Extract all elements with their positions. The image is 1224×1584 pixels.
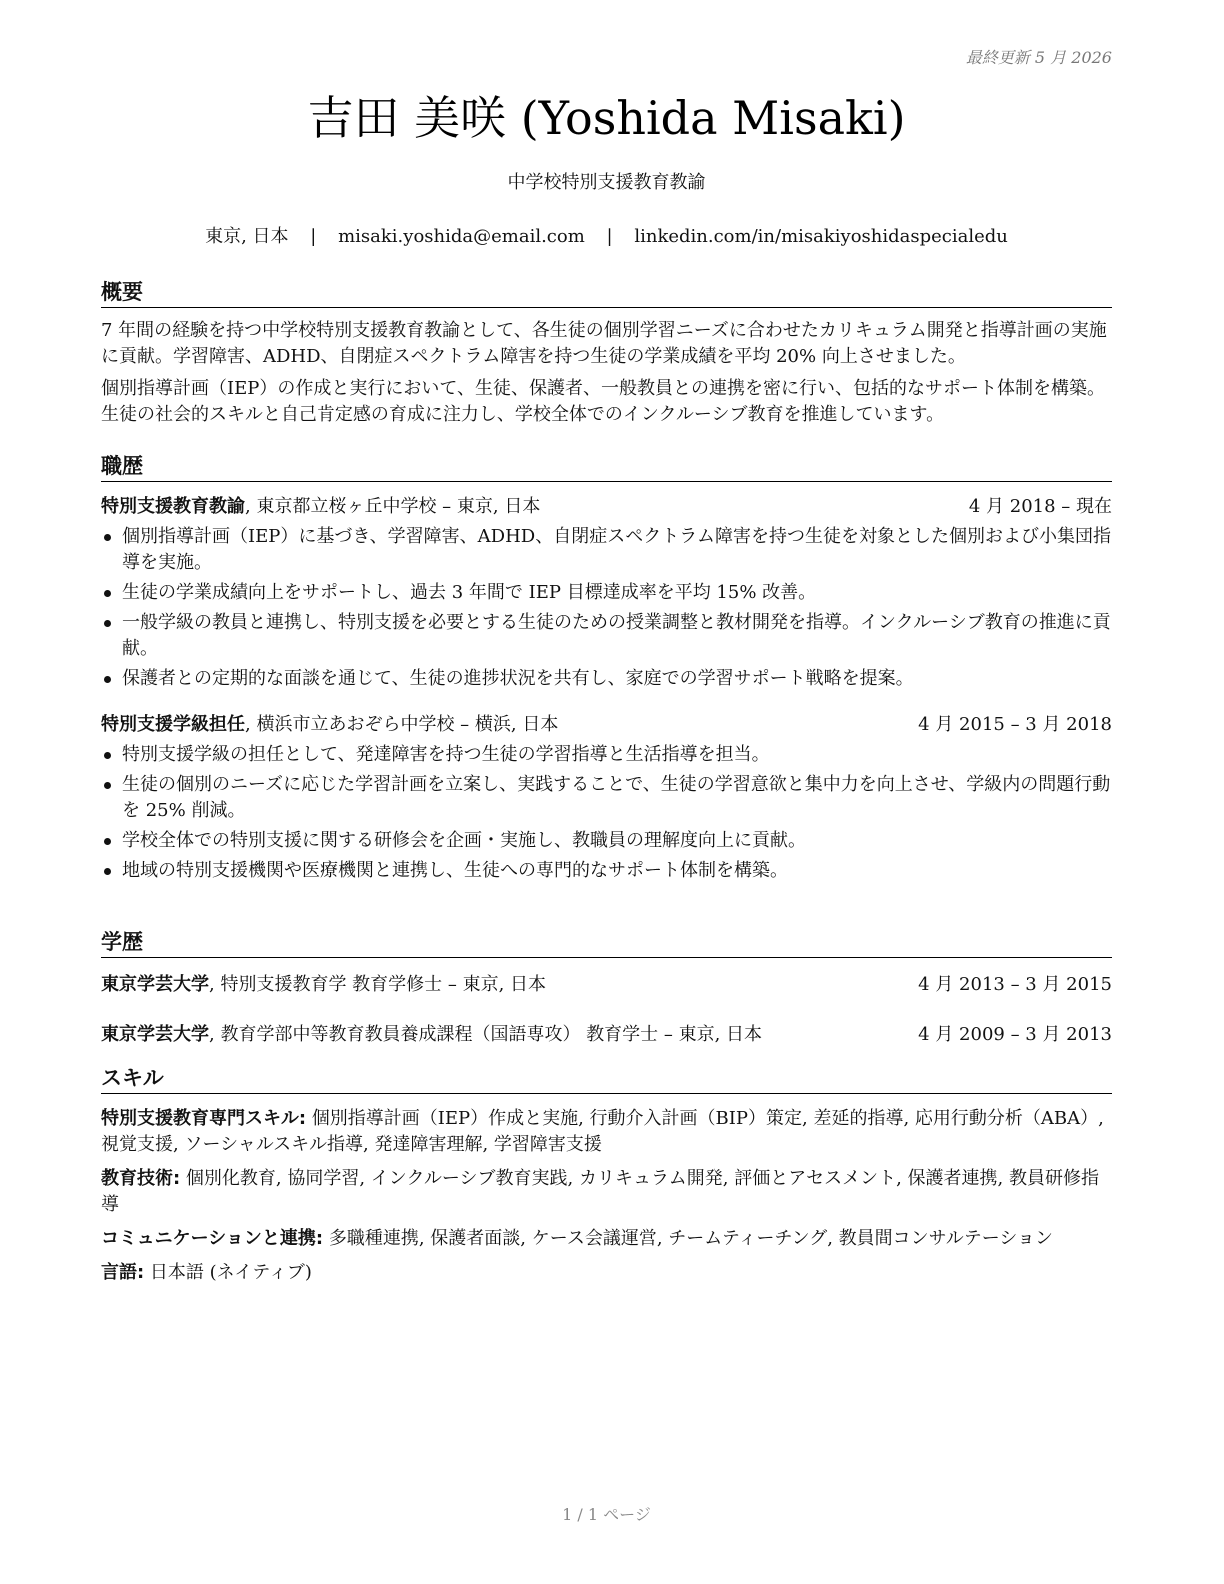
education-date: 4 月 2009 – 3 月 2013 <box>918 1024 1112 1045</box>
skill-row <box>101 1166 1112 1218</box>
bullet-text: 地域の特別支援機関や医療機関と連携し、生徒への専門的なサポート体制を構築。 <box>122 860 788 881</box>
location: 東京, 日本 <box>205 226 289 247</box>
resume-page <box>101 0 1112 1584</box>
summary-paragraph: 個別指導計画（IEP）の作成と実行において、生徒、保護者、一般教員との連携を密に行い、包括的なサポート体制を構築。生徒の社会的スキルと自己肯定感の育成に注力し、学校全体でのインクルーシブ教育を推進しています。 <box>101 378 1105 425</box>
linkedin-link[interactable]: linkedin.com/in/misakiyoshidaspecialedu <box>634 226 1008 247</box>
list-item <box>101 524 1112 576</box>
skill-text: 個別化教育, 協同学習, インクルーシブ教育実践, カリキュラム開発, 評価とアセスメント, 保護者連携, 教員研修指導 <box>101 1168 1099 1215</box>
skill-row <box>101 1226 1112 1252</box>
degree-detail: , 教育学部中等教育教員養成課程（国語専攻） 教育学士 – 東京, 日本 <box>209 1024 763 1045</box>
job-date: 4 月 2018 – 現在 <box>968 496 1112 517</box>
summary-paragraph: 7 年間の経験を持つ中学校特別支援教育教諭として、各生徒の個別学習ニーズに合わせたカリキュラム開発と指導計画の実施に貢献。学習障害、ADHD、自閉症スペクトラム障害を持つ生徒の学業成績を平均 20% 向上させました。 <box>101 320 1107 367</box>
skills-section <box>101 1064 1112 1286</box>
skill-label: 言語: <box>101 1262 145 1283</box>
skill-label: 特別支援教育専門スキル: <box>101 1108 307 1129</box>
job-role: 特別支援学級担任 <box>101 714 245 735</box>
job-header <box>101 494 1112 520</box>
bullet-icon <box>104 534 111 541</box>
bullet-text: 保護者との定期的な面談を通じて、生徒の進捗状況を共有し、家庭での学習サポート戦略を提案。 <box>122 668 914 689</box>
job-date: 4 月 2015 – 3 月 2018 <box>918 714 1112 735</box>
bullet-text: 生徒の学業成績向上をサポートし、過去 3 年間で IEP 目標達成率を平均 15% 改善。 <box>122 582 817 603</box>
school-name: 東京学芸大学 <box>101 1024 209 1045</box>
skill-label: コミュニケーションと連携: <box>101 1228 324 1249</box>
bullet-icon <box>104 620 111 627</box>
education-line <box>101 1022 762 1048</box>
list-item <box>101 742 1112 768</box>
job-header <box>101 712 1112 738</box>
list-item <box>101 858 1112 884</box>
skill-row <box>101 1260 1112 1286</box>
skill-text: 個別指導計画（IEP）作成と実施, 行動介入計画（BIP）策定, 差延的指導, 応用行動分析（ABA）, 視覚支援, ソーシャルスキル指導, 発達障害理解, 学習障害支援 <box>101 1108 1104 1155</box>
candidate-name: 吉田 美咲 (Yoshida Misaki) <box>307 91 906 145</box>
page-number: 1 / 1 ページ <box>562 1505 651 1524</box>
education-line <box>101 972 546 998</box>
list-item <box>101 828 1112 854</box>
list-item <box>101 580 1112 606</box>
bullet-text: 学校全体での特別支援に関する研修会を企画・実施し、教職員の理解度向上に貢献。 <box>122 830 806 851</box>
skill-label: 教育技術: <box>101 1168 181 1189</box>
job-role-line <box>101 494 540 520</box>
list-item <box>101 772 1112 824</box>
bullet-icon <box>104 868 111 875</box>
job-title: 中学校特別支援教育教諭 <box>507 172 706 193</box>
job-entry <box>101 494 1112 692</box>
job-role: 特別支援教育教諭 <box>101 496 245 517</box>
section-title: 職歴 <box>101 452 1112 482</box>
contact-line <box>101 224 1112 250</box>
last-updated: 最終更新 5 月 2026 <box>965 48 1112 67</box>
bullet-icon <box>104 838 111 845</box>
separator: | <box>310 226 317 247</box>
job-role-line <box>101 712 558 738</box>
section-title: 学歴 <box>101 928 1112 958</box>
bullet-icon <box>104 676 111 683</box>
job-entry <box>101 712 1112 884</box>
bullet-text: 生徒の個別のニーズに応じた学習計画を立案し、実践することで、生徒の学習意欲と集中力を向上させ、学級内の問題行動を 25% 削減。 <box>122 774 1111 821</box>
bullet-text: 個別指導計画（IEP）に基づき、学習障害、ADHD、自閉症スペクトラム障害を持つ生徒を対象とした個別および小集団指導を実施。 <box>122 526 1112 573</box>
separator: | <box>606 226 613 247</box>
bullet-text: 一般学級の教員と連携し、特別支援を必要とする生徒のための授業調整と教材開発を指導。インクルーシブ教育の推進に貢献。 <box>122 612 1111 659</box>
skill-row <box>101 1106 1112 1158</box>
list-item <box>101 666 1112 692</box>
section-title: 概要 <box>101 278 1112 308</box>
education-section <box>101 928 1112 1048</box>
job-bullets <box>101 524 1112 692</box>
skill-text: 多職種連携, 保護者面談, ケース会議運営, チームティーチング, 教員間コンサルテーション <box>323 1228 1054 1249</box>
education-entry <box>101 972 1112 998</box>
school-name: 東京学芸大学 <box>101 974 209 995</box>
bullet-icon <box>104 590 111 597</box>
summary-section <box>101 278 1112 428</box>
bullet-icon <box>104 782 111 789</box>
job-org: , 横浜市立あおぞら中学校 – 横浜, 日本 <box>245 714 559 735</box>
section-title: スキル <box>101 1064 1112 1094</box>
job-org: , 東京都立桜ヶ丘中学校 – 東京, 日本 <box>245 496 541 517</box>
list-item <box>101 610 1112 662</box>
experience-section <box>101 452 1112 888</box>
degree-detail: , 特別支援教育学 教育学修士 – 東京, 日本 <box>209 974 547 995</box>
email-link[interactable]: misaki.yoshida@email.com <box>338 226 585 247</box>
bullet-text: 特別支援学級の担任として、発達障害を持つ生徒の学習指導と生活指導を担当。 <box>122 744 770 765</box>
skill-text: 日本語 (ネイティブ) <box>144 1262 312 1283</box>
education-entry <box>101 1022 1112 1048</box>
bullet-icon <box>104 752 111 759</box>
job-bullets <box>101 742 1112 884</box>
education-date: 4 月 2013 – 3 月 2015 <box>918 974 1112 995</box>
